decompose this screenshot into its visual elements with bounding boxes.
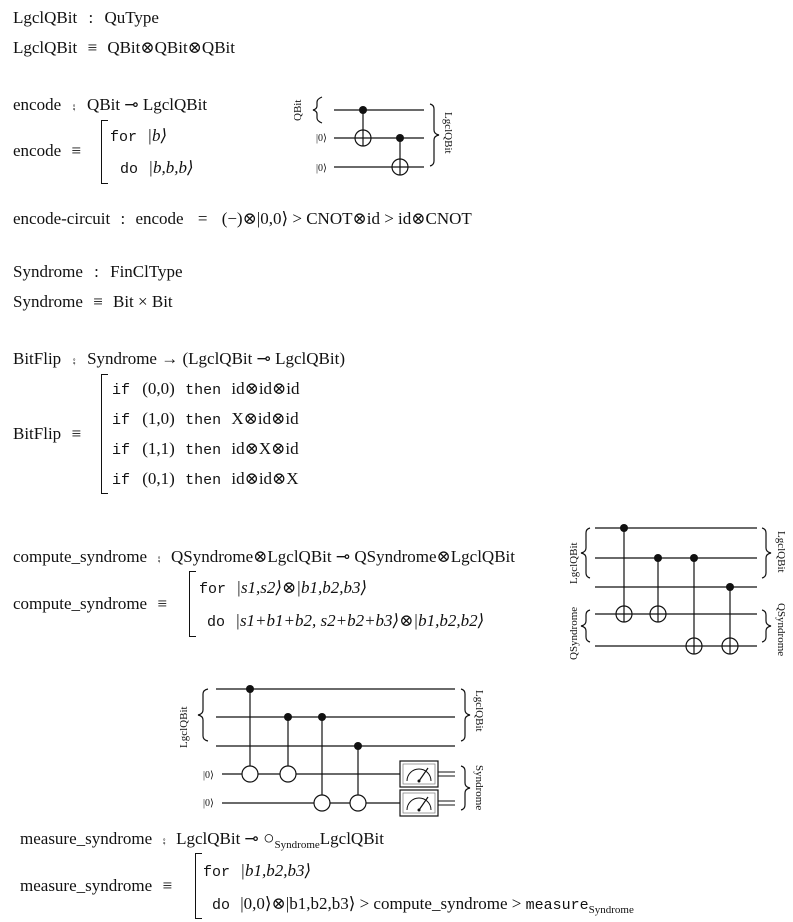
sig-type: Syndrome → (LgclQBit ⊸ LgclQBit) (87, 349, 345, 368)
cnot-d-target (350, 795, 366, 811)
left-brace-top (581, 528, 590, 578)
right-brace-bot (762, 610, 771, 642)
bitflip-case-1 (112, 379, 300, 401)
measure-syndrome-def-name (20, 876, 178, 896)
sig-name: BitFlip (13, 349, 62, 368)
measure-syndrome-do-line (212, 894, 634, 920)
meter-icon (400, 790, 438, 816)
def-eq: ≡ (87, 38, 98, 57)
sig-sub: Syndrome (274, 839, 320, 851)
left-label-qsyndrome: QSyndrome (568, 606, 580, 660)
eq-rhs: (−)⊗|0,0⟩ > CNOT⊗id > id⊗CNOT (221, 209, 472, 228)
decl-type: QuType (104, 8, 159, 27)
cnot-c-target (686, 638, 702, 654)
for-keyword: for (110, 129, 138, 146)
measure-syndrome-for-line (203, 861, 311, 883)
compute-syndrome-signature (13, 547, 515, 567)
case-result: id⊗id⊗X (231, 469, 299, 488)
input-label-ket0-1: |0⟩ (316, 133, 327, 144)
cnot-b-control (284, 713, 292, 721)
measure-sub: Syndrome (588, 904, 634, 916)
input-label-ket0-2: |0⟩ (316, 163, 327, 174)
def-name: measure_syndrome (20, 876, 153, 895)
right-brace-bot (461, 766, 470, 810)
then-keyword: then (185, 442, 222, 459)
encode-for-line (110, 126, 167, 148)
if-keyword: if (112, 412, 131, 429)
output-brace (430, 104, 439, 166)
sig-name: compute_syndrome (13, 547, 148, 566)
sig-pre: LgclQBit ⊸ (176, 829, 264, 848)
sig-type: QBit ⊸ LgclQBit (87, 95, 208, 114)
for-arg: |s1,s2⟩⊗|b1,b2,b3⟩ (236, 578, 368, 597)
syndrome-def (13, 292, 173, 312)
sig-type: QSyndrome⊗LgclQBit ⊸ QSyndrome⊗LgclQBit (171, 547, 515, 566)
right-brace-top (461, 689, 470, 741)
do-keyword: do (212, 897, 231, 914)
encode-do-line (120, 158, 194, 180)
for-arg: |b⟩ (147, 126, 168, 145)
left-brace-bot (581, 610, 590, 642)
for-keyword: for (199, 581, 227, 598)
eq-name: encode-circuit (13, 209, 111, 228)
bitflip-bracket (101, 374, 108, 494)
anc-label-2: |0⟩ (203, 798, 214, 809)
def-name: BitFlip (13, 424, 62, 443)
def-eq: ≡ (93, 292, 103, 311)
meter-icon (400, 761, 438, 787)
bitflip-case-2 (112, 409, 299, 431)
decl-name: LgclQBit (13, 8, 78, 27)
left-label-lgclqbit: LgclQBit (568, 542, 580, 584)
cnot-c-control (690, 554, 698, 562)
sig-name: measure_syndrome (20, 829, 153, 848)
case-pattern: (1,0) (142, 409, 175, 428)
def-name: Syndrome (13, 292, 83, 311)
def-name: encode (13, 141, 62, 160)
cnot-a-control (620, 524, 628, 532)
do-arg: |b,b,b⟩ (148, 158, 194, 177)
cnot-a-control (246, 685, 254, 693)
compute-syndrome-def-name (13, 594, 173, 614)
decl-sep: : (88, 8, 94, 27)
cnot1-control (359, 106, 367, 114)
measure-syndrome-bracket (195, 853, 202, 919)
measure-syndrome-signature (20, 829, 384, 855)
cnot-b-control (654, 554, 662, 562)
cnot-b-target (650, 606, 666, 622)
cnot-c-control (318, 713, 326, 721)
do-keyword: do (120, 161, 139, 178)
measurement-circle: ○ (263, 828, 275, 849)
cnot-a-target (242, 766, 258, 782)
bitflip-def-name (13, 424, 87, 444)
then-keyword: then (185, 472, 222, 489)
eq-lhs: encode (135, 209, 184, 228)
eq-sep: : (120, 209, 126, 228)
sig-name: encode (13, 95, 62, 114)
def-name: LgclQBit (13, 38, 78, 57)
right-label-lgclqbit: LgclQBit (473, 690, 485, 732)
anc-label-1: |0⟩ (203, 770, 214, 781)
sig-sep: ⨾ (72, 349, 76, 368)
measure-op: measure (525, 897, 589, 914)
do-keyword: do (207, 614, 226, 631)
if-keyword: if (112, 442, 131, 459)
case-result: id⊗X⊗id (231, 439, 299, 458)
then-keyword: then (185, 412, 222, 429)
encode-def-bracket (101, 120, 108, 184)
encode-circuit-eq (13, 209, 472, 229)
encode-def-name (13, 141, 87, 161)
lgclqbit-def (13, 38, 235, 58)
case-result: id⊗id⊗id (231, 379, 300, 398)
def-eq: ≡ (71, 141, 81, 160)
sig-sep: ⨾ (72, 95, 76, 114)
lgclqbit-kind-decl (13, 8, 159, 28)
cnot1-target (355, 130, 371, 146)
case-pattern: (1,1) (142, 439, 175, 458)
right-label-syndrome: Syndrome (473, 765, 485, 811)
eq-equals: = (197, 209, 208, 228)
def-name: compute_syndrome (13, 594, 148, 613)
decl-type: FinClType (110, 262, 183, 281)
def-rhs: QBit⊗QBit⊗QBit (107, 38, 235, 57)
case-result: X⊗id⊗id (231, 409, 299, 428)
bitflip-case-4 (112, 469, 299, 491)
if-keyword: if (112, 382, 131, 399)
sig-post: LgclQBit (319, 829, 384, 848)
compute-syndrome-bracket (189, 571, 196, 637)
left-brace (198, 689, 208, 741)
def-eq: ≡ (71, 424, 82, 443)
cnot2-control (396, 134, 404, 142)
cnot-d-control (354, 742, 362, 750)
sig-sep: ⨾ (157, 547, 161, 566)
decl-name: Syndrome (13, 262, 83, 281)
case-pattern: (0,0) (142, 379, 175, 398)
right-label-qsyndrome: QSyndrome (775, 603, 787, 657)
if-keyword: if (112, 472, 131, 489)
for-keyword: for (203, 864, 231, 881)
cnot-d-control (726, 583, 734, 591)
right-label-lgclqbit: LgclQBit (775, 531, 787, 573)
cnot-b-target (280, 766, 296, 782)
bitflip-case-3 (112, 439, 299, 461)
decl-sep: : (94, 262, 99, 281)
do-arg: |0,0⟩⊗|b1,b2,b3⟩ > compute_syndrome > (240, 894, 526, 913)
then-keyword: then (185, 382, 222, 399)
cnot-c-target (314, 795, 330, 811)
encode-signature (13, 95, 207, 115)
cnot2-target (392, 159, 408, 175)
for-arg: |b1,b2,b3⟩ (240, 861, 312, 880)
bitflip-signature (13, 349, 345, 369)
do-arg: |s1+b1+b2, s2+b2+b3⟩⊗|b1,b2,b2⟩ (235, 611, 485, 630)
def-eq: ≡ (157, 594, 167, 613)
right-brace-top (762, 528, 771, 578)
def-rhs: Bit × Bit (112, 292, 173, 311)
syndrome-kind-decl (13, 262, 183, 282)
def-eq: ≡ (162, 876, 173, 895)
cnot-a-target (616, 606, 632, 622)
input-brace (313, 97, 322, 123)
cnot-d-target (722, 638, 738, 654)
case-pattern: (0,1) (142, 469, 175, 488)
left-label-lgclqbit: LgclQBit (178, 706, 190, 748)
compute-syndrome-for-line (199, 578, 367, 600)
compute-syndrome-do-line (207, 611, 484, 633)
input-label-qbit: QBit (292, 99, 304, 121)
output-label-lgclqbit: LgclQBit (442, 112, 454, 154)
sig-sep: ⨾ (162, 829, 166, 848)
